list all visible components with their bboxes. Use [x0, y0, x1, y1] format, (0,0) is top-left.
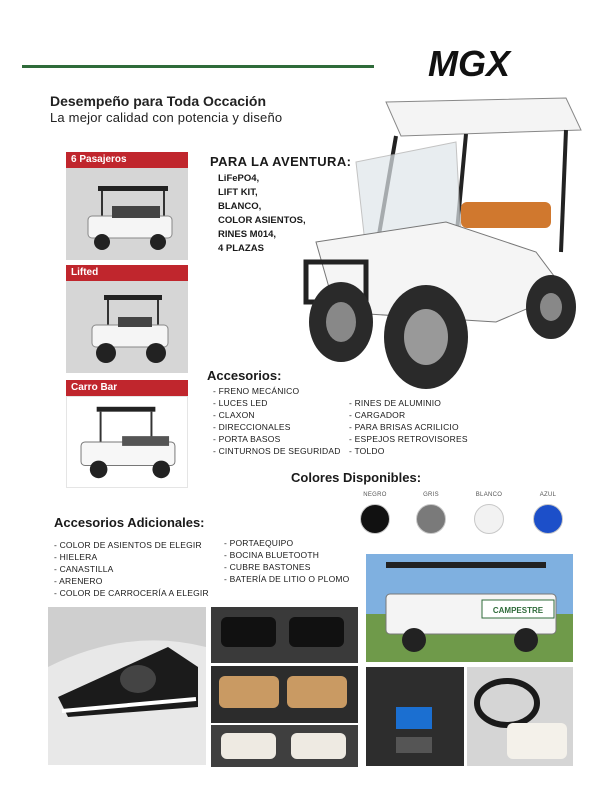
black-seats-photo [211, 607, 358, 663]
adicionales-list-right [224, 537, 349, 585]
additional-item: - CANASTILLA [54, 564, 114, 574]
colores-heading: Colores Disponibles: [291, 470, 422, 485]
accessory-item: - DIRECCIONALES [213, 422, 291, 432]
white-seats-photo [211, 725, 358, 767]
additional-item: - CUBRE BASTONES [224, 562, 311, 572]
accessory-item: - RINES DE ALUMINIO [349, 398, 442, 408]
accessory-item: - FRENO MECÁNICO [213, 386, 300, 396]
accessory-item: - ESPEJOS RETROVISORES [349, 434, 468, 444]
additional-item: - HIELERA [54, 552, 98, 562]
swatch-dot [474, 504, 504, 534]
cart-6-passenger-image [66, 168, 188, 260]
variant-label: Lifted [66, 265, 188, 281]
svg-text:MGX: MGX [427, 44, 511, 84]
adicionales-list-left [54, 539, 209, 599]
aventura-feature-list [218, 172, 306, 256]
additional-item: - PORTAEQUIPO [224, 538, 294, 548]
accesorios-list-left [213, 385, 341, 457]
page-title: Desempeño para Toda Occación [50, 93, 267, 109]
accessory-item: - TOLDO [349, 446, 385, 456]
variant-card-carro-bar [66, 380, 188, 488]
accessory-item: - PORTA BASOS [213, 434, 281, 444]
additional-item: - ARENERO [54, 576, 103, 586]
accesorios-heading: Accesorios: [207, 368, 282, 383]
accessory-item: - CLAXON [213, 410, 255, 420]
additional-item: - BATERÍA DE LITIO O PLOMO [224, 574, 350, 584]
color-swatch-gris [411, 492, 451, 534]
additional-item: - BOCINA BLUETOOTH [224, 550, 320, 560]
swatch-dot [533, 504, 563, 534]
campestre-cart-photo [366, 554, 573, 662]
accessory-item: - LUCES LED [213, 398, 268, 408]
tan-seats-photo [211, 666, 358, 723]
additional-item: - COLOR DE ASIENTOS DE ELEGIR [54, 540, 202, 550]
dashboard-photo [366, 667, 464, 766]
page-subtitle: La mejor calidad con potencia y diseño [50, 110, 283, 125]
steering-wheel-photo [467, 667, 573, 766]
feature-item: RINES M014, [218, 229, 277, 240]
feature-item: 4 PLAZAS [218, 243, 264, 254]
feature-item: BLANCO, [218, 201, 262, 212]
additional-item: - COLOR DE CARROCERÍA A ELEGIR [54, 588, 209, 598]
accesorios-list-right [349, 397, 468, 457]
variant-label: 6 Pasajeros [66, 152, 188, 168]
accessory-item: - PARA BRISAS ACRILICIO [349, 422, 459, 432]
svg-text:CAMPESTRE: CAMPESTRE [492, 606, 544, 615]
swatch-label: GRIS [423, 492, 439, 498]
cart-bar-image [66, 396, 188, 488]
cart-lifted-image [66, 281, 188, 373]
feature-item: LiFePO4, [218, 173, 260, 184]
aventura-heading: PARA LA AVENTURA: [210, 154, 352, 169]
variant-card-6-pasajeros [66, 152, 188, 260]
feature-item: LIFT KIT, [218, 187, 258, 198]
color-swatch-blanco [469, 492, 509, 534]
header-divider-line [22, 65, 374, 68]
swatch-label: AZUL [539, 492, 557, 498]
hero-cart-image [296, 92, 586, 392]
accessory-item: - CARGADOR [349, 410, 406, 420]
variant-card-lifted [66, 265, 188, 373]
variant-label: Carro Bar [66, 380, 188, 396]
swatch-dot [360, 504, 390, 534]
color-swatch-azul [528, 492, 568, 534]
headlight-photo [48, 607, 206, 765]
swatch-dot [416, 504, 446, 534]
feature-item: COLOR ASIENTOS, [218, 215, 306, 226]
accessory-item: - CINTURNOS DE SEGURIDAD [213, 446, 341, 456]
mgx-logo [394, 44, 544, 84]
adicionales-heading: Accesorios Adicionales: [54, 515, 205, 530]
color-swatch-negro [355, 492, 395, 534]
swatch-label: NEGRO [363, 492, 387, 498]
swatch-label: BLANCO [475, 492, 503, 498]
